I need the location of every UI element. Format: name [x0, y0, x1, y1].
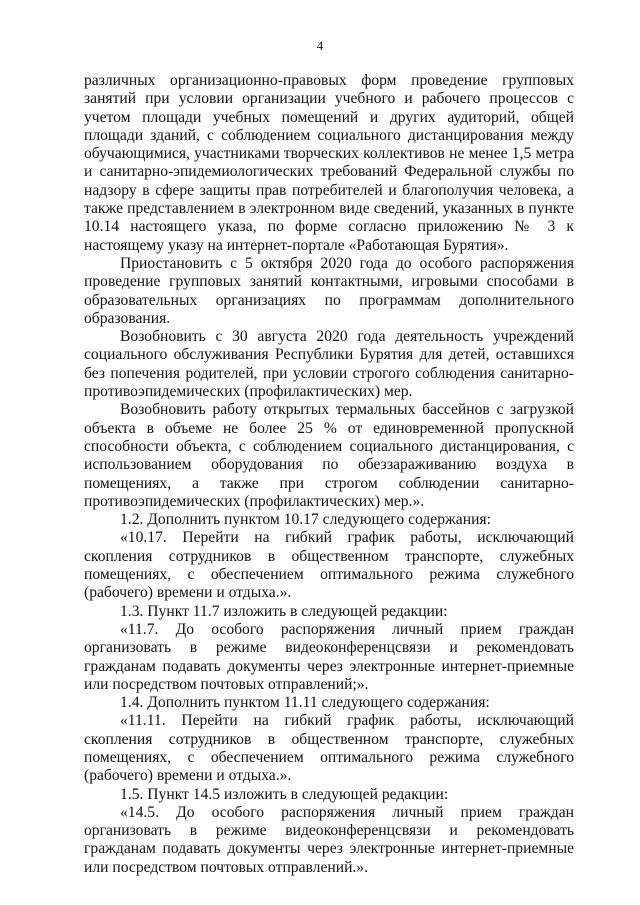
paragraph: 1.3. Пункт 11.7 изложить в следующей редакции:	[120, 602, 448, 620]
paragraph: 1.4. Дополнить пунктом 11.11 следующего содержания:	[120, 694, 490, 712]
paragraph: 1.2. Дополнить пунктом 10.17 следующего содержания:	[120, 511, 491, 529]
page-number: 4	[316, 38, 324, 53]
paragraph: «14.5. До особого распоряжения личный прием граждан организовать в режиме видеоконференцсвязи и рекомендовать гражданам подавать документы через электронные интернет-приемные или посредством почтовых отправлений.».	[84, 803, 574, 876]
paragraph: «11.7. До особого распоряжения личный прием граждан организовать в режиме видеоконференцсвязи и рекомендовать гражданам подавать документы через электронные интернет-приемные или посредством почтовых отправлений;».	[84, 620, 574, 693]
paragraph: различных организационно-правовых форм проведение групповых занятий при условии организации учебного и рабочего процессов с учетом площади учебных помещений и других аудиторий, общей площади зданий, с соблюдением социального дистанцирования между обучающимися, участниками творческих коллективов не менее 1,5 метра и санитарно-эпидемиологических требований Федеральной службы по надзору в сфере защиты прав потребителей и благополучия человека, а также представлением в электронном виде сведений, указанных в пункте 10.14 настоящего указа, по форме согласно приложению № 3 к настоящему указу на интернет-портале «Работающая Бурятия».	[84, 72, 574, 254]
document-body	[84, 72, 574, 877]
paragraph: Возобновить работу открытых термальных бассейнов с загрузкой объекта в объеме не более 25 % от единовременной пропускной способности объекта, с соблюдением социального дистанцирования, с использованием оборудования по обеззараживанию воздуха в помещениях, а также при строгом соблюдении санитарно-противоэпидемических (профилактических) мер.».	[84, 401, 574, 510]
paragraph: «11.11. Перейти на гибкий график работы, исключающий скопления сотрудников в общественном транспорте, служебных помещениях, с обеспечением оптимального режима служебного (рабочего) времени и отдыха.».	[84, 712, 574, 785]
paragraph: «10.17. Перейти на гибкий график работы, исключающий скопления сотрудников в общественном транспорте, служебных помещениях, с обеспечением оптимального режима служебного (рабочего) времени и отдыха.».	[84, 529, 574, 602]
paragraph: 1.5. Пункт 14.5 изложить в следующей редакции:	[120, 785, 449, 803]
paragraph: Приостановить с 5 октября 2020 года до особого распоряжения проведение групповых занятий контактными, игровыми способами в образовательных организациях по программам дополнительного образования.	[84, 254, 574, 327]
paragraph: Возобновить с 30 августа 2020 года деятельность учреждений социального обслуживания Республики Бурятия для детей, оставшихся без попечения родителей, при условии строгого соблюдения санитарно-противоэпидемических (профилактических) мер.	[84, 328, 574, 401]
